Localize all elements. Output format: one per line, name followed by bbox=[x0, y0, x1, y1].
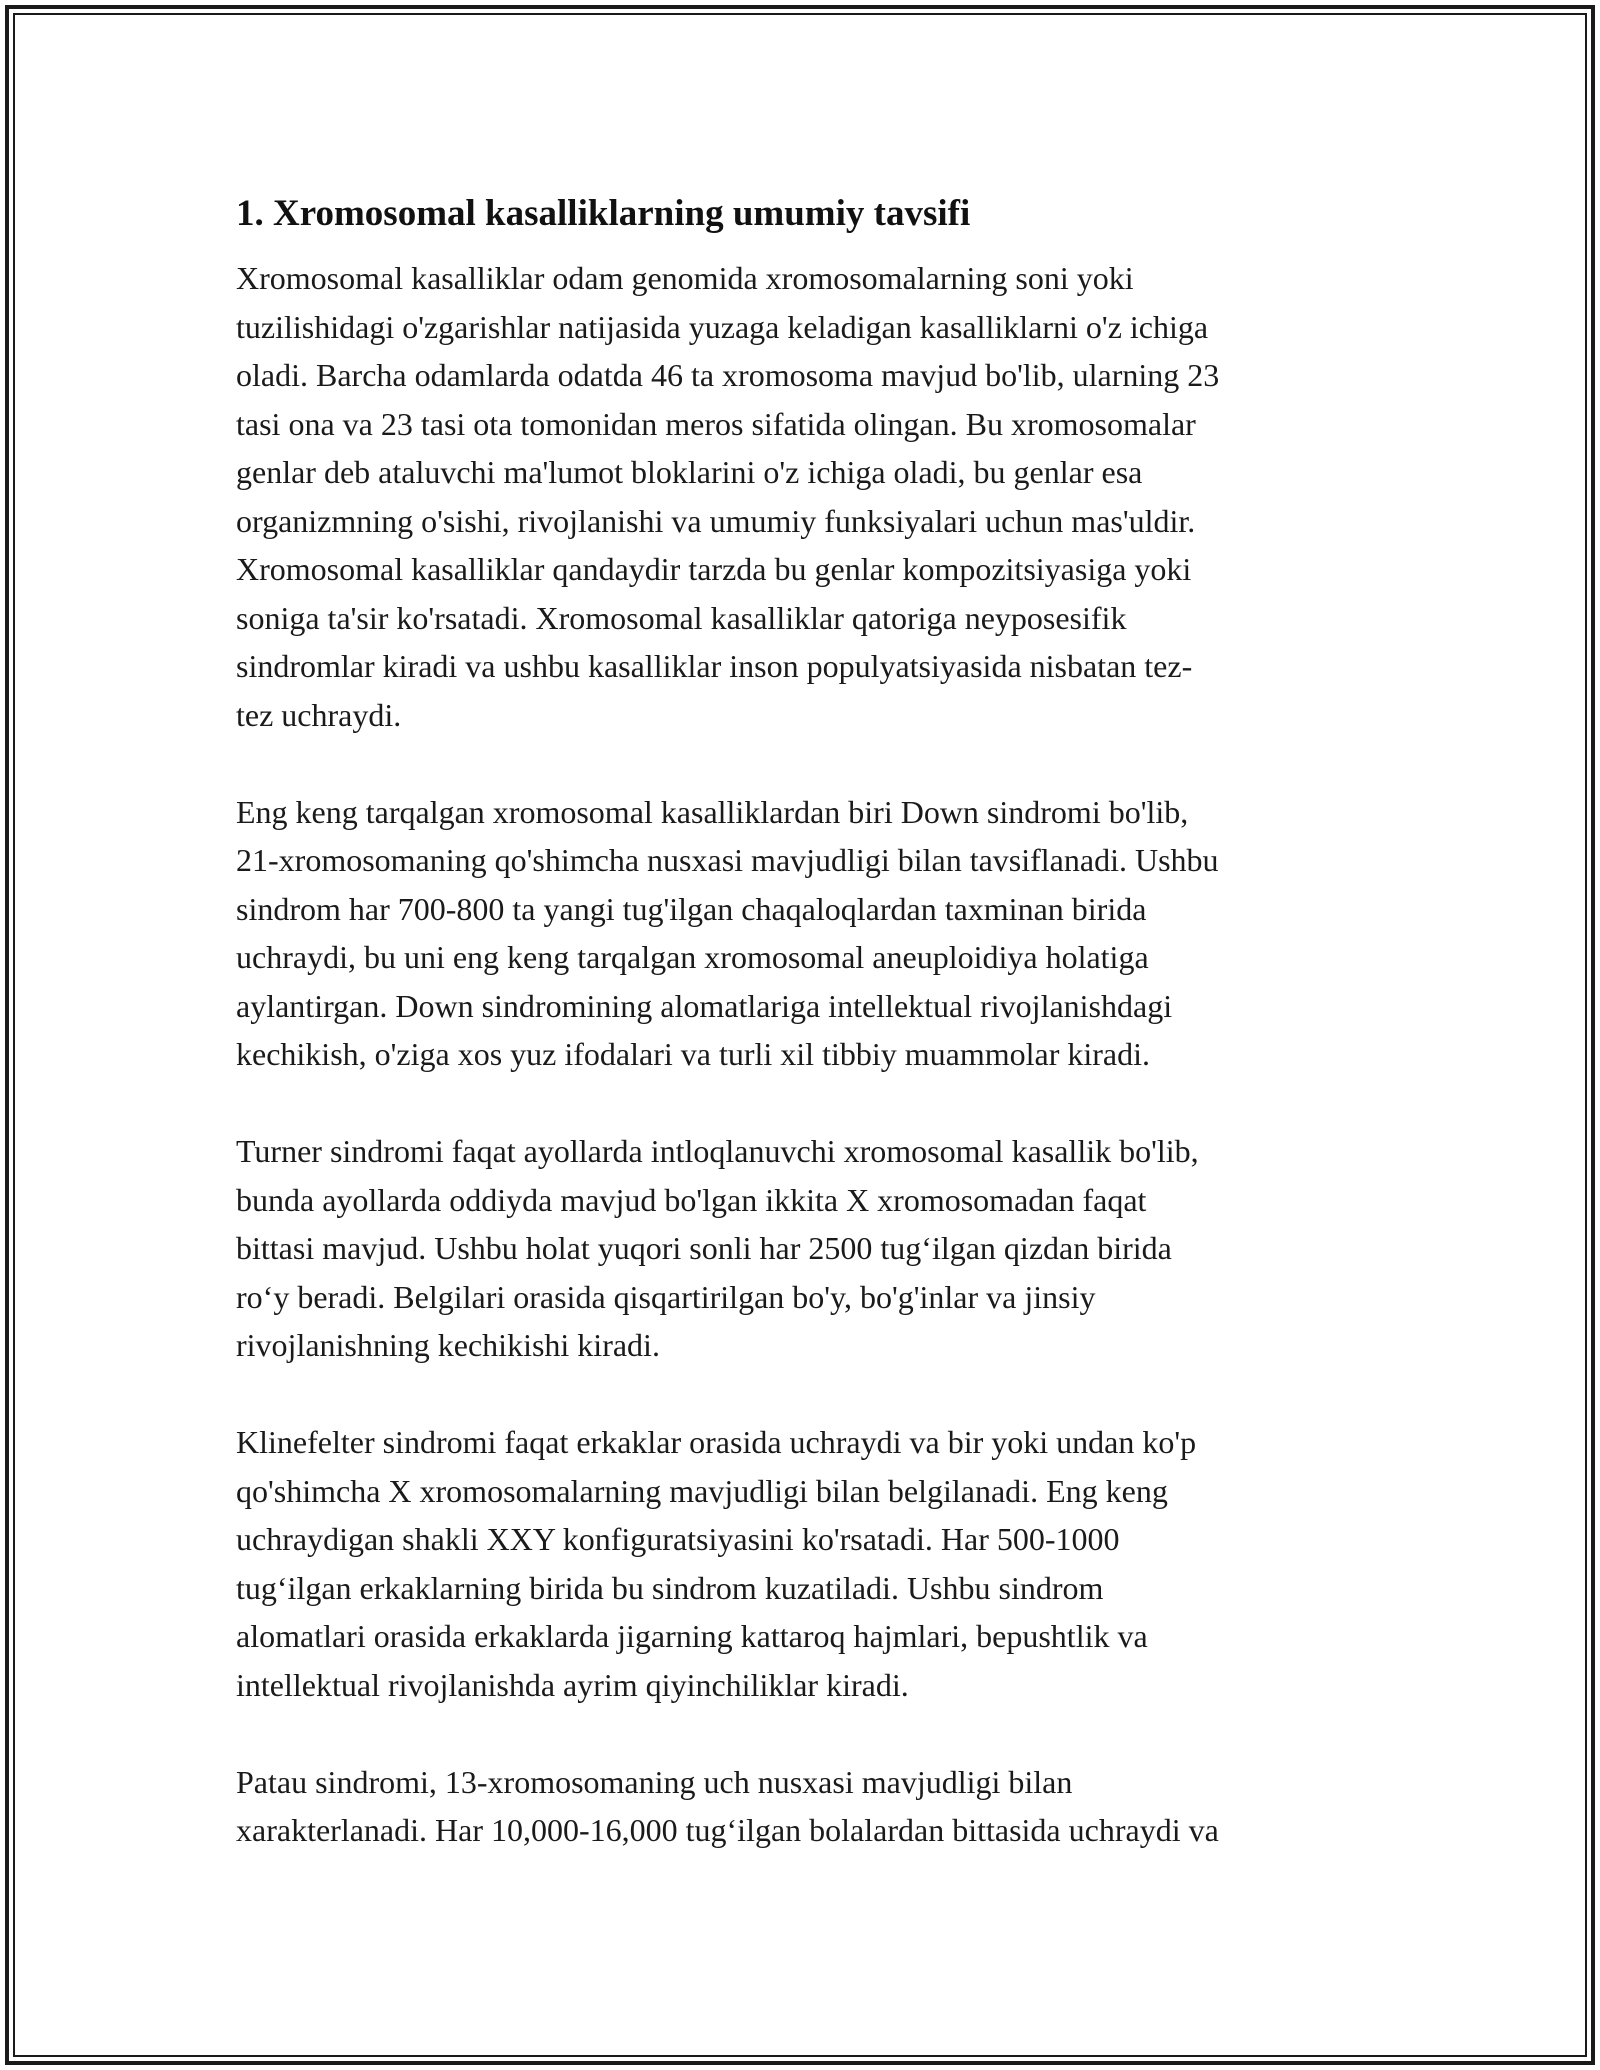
text-line: Xromosomal kasalliklar qandaydir tarzda bu genlar kompozitsiyasiga yoki bbox=[236, 551, 1192, 587]
text-line: tug‘ilgan erkaklarning birida bu sindrom kuzatiladi. Ushbu sindrom bbox=[236, 1569, 1104, 1606]
text-line: tasi ona va 23 tasi ota tomonidan meros sifatida olingan. Bu xromosomalar bbox=[236, 405, 1196, 442]
text-line: sindromlar kiradi va ushbu kasalliklar inson populyatsiyasida nisbatan tez- bbox=[236, 648, 1193, 684]
paragraph-down-syndrome bbox=[236, 788, 1366, 1079]
text-line: xarakterlanadi. Har 10,000-16,000 tug‘ilgan bolalardan bittasida uchraydi va bbox=[236, 1812, 1219, 1848]
paragraph-patau-syndrome bbox=[236, 1758, 1366, 1855]
text-line: Xromosomal kasalliklar odam genomida xromosomalarning soni yoki bbox=[236, 260, 1134, 296]
text-line: oladi. Barcha odamlarda odatda 46 ta xromosoma mavjud bo'lib, ularning 23 bbox=[236, 357, 1220, 393]
text-line: qo'shimcha X xromosomalarning mavjudligi bilan belgilanadi. Eng keng bbox=[236, 1472, 1168, 1509]
text-line: genlar deb ataluvchi ma'lumot bloklarini o'z ichiga oladi, bu genlar esa bbox=[236, 454, 1143, 490]
text-line: Klinefelter sindromi faqat erkaklar orasida uchraydi va bir yoki undan ko'p bbox=[236, 1424, 1197, 1460]
text-line: organizmning o'sishi, rivojlanishi va umumiy funksiyalari uchun mas'uldir. bbox=[236, 502, 1196, 539]
text-line: bittasi mavjud. Ushbu holat yuqori sonli har 2500 tug‘ilgan qizdan birida bbox=[236, 1230, 1172, 1266]
text-line: rivojlanishning kechikishi kiradi. bbox=[236, 1327, 660, 1363]
text-line: sindrom har 700-800 ta yangi tug'ilgan chaqaloqlardan taxminan birida bbox=[236, 890, 1147, 927]
text-line: tez uchraydi. bbox=[236, 696, 402, 733]
text-line: Turner sindromi faqat ayollarda intloqlanuvchi xromosomal kasallik bo'lib, bbox=[236, 1133, 1199, 1169]
section-heading: 1. Xromosomal kasalliklarning umumiy tavsifi bbox=[236, 193, 971, 234]
paragraph-klinefelter-syndrome bbox=[236, 1418, 1366, 1709]
text-line: uchraydigan shakli XXY konfiguratsiyasini ko'rsatadi. Har 500-1000 bbox=[236, 1521, 1120, 1557]
text-line: uchraydi, bu uni eng keng tarqalgan xromosomal aneuploidiya holatiga bbox=[236, 939, 1149, 975]
text-line: alomatlari orasida erkaklarda jigarning kattaroq hajmlari, bepushtlik va bbox=[236, 1618, 1148, 1654]
text-line: 21-xromosomaning qo'shimcha nusxasi mavjudligi bilan tavsiflanadi. Ushbu bbox=[236, 842, 1219, 878]
text-line: bunda ayollarda oddiyda mavjud bo'lgan ikkita X xromosomadan faqat bbox=[236, 1181, 1147, 1218]
text-line: ro‘y beradi. Belgilari orasida qisqartirilgan bo'y, bo'g'inlar va jinsiy bbox=[236, 1278, 1096, 1315]
text-line: soniga ta'sir ko'rsatadi. Xromosomal kasalliklar qatoriga neyposesifik bbox=[236, 599, 1127, 636]
paragraph-overview bbox=[236, 254, 1366, 739]
text-line: tuzilishidagi o'zgarishlar natijasida yuzaga keladigan kasalliklarni o'z ichiga bbox=[236, 308, 1209, 345]
paragraph-turner-syndrome bbox=[236, 1127, 1366, 1370]
text-line: kechikish, o'ziga xos yuz ifodalari va turli xil tibbiy muammolar kiradi. bbox=[236, 1036, 1150, 1072]
text-line: intellektual rivojlanishda ayrim qiyinchiliklar kiradi. bbox=[236, 1666, 909, 1703]
text-line: Patau sindromi, 13-xromosomaning uch nusxasi mavjudligi bilan bbox=[236, 1763, 1073, 1800]
document-body bbox=[236, 186, 1366, 1903]
text-line: Eng keng tarqalgan xromosomal kasalliklardan biri Down sindromi bo'lib, bbox=[236, 793, 1189, 830]
text-line: aylantirgan. Down sindromining alomatlariga intellektual rivojlanishdagi bbox=[236, 987, 1173, 1024]
